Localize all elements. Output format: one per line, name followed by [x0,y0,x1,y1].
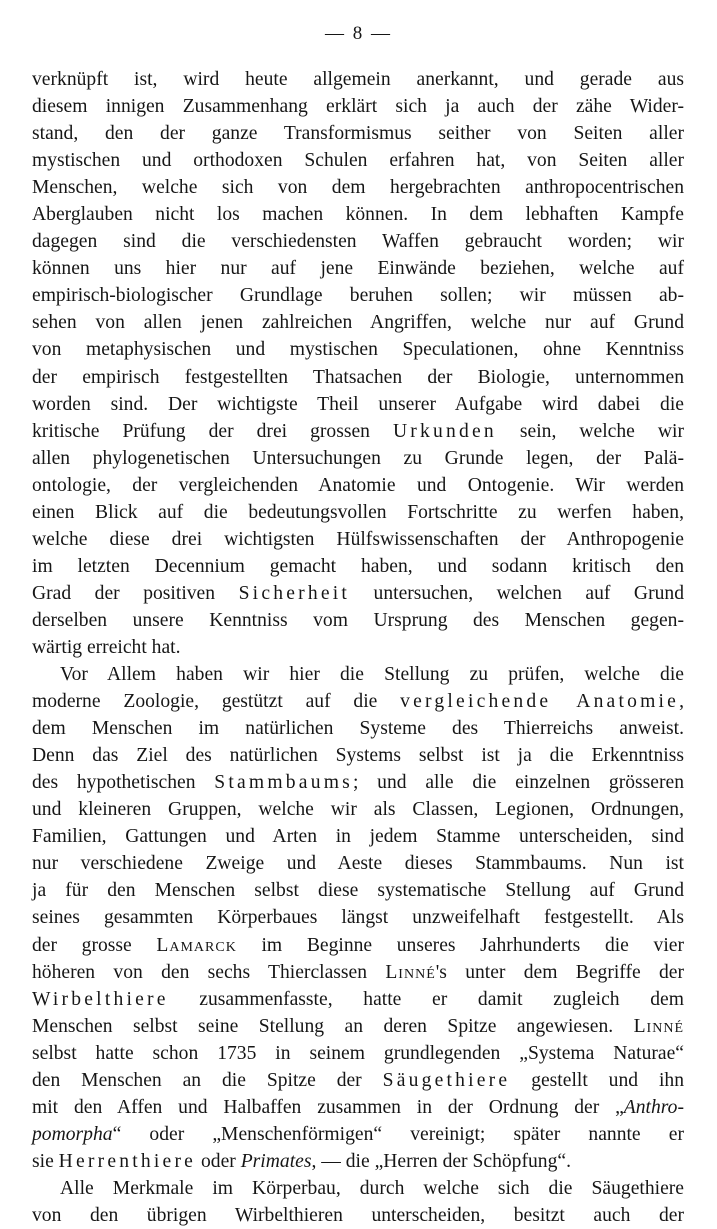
term-primates: Primates [240,1150,312,1172]
text-line: von metaphysischen und mystischen Speculationen, ohne Kenntniss [32,339,684,361]
text-line: dem Menschen im natürlichen Systeme des Thierreichs anweist. [32,718,684,740]
text-line: verknüpft ist, wird heute allgemein anerkannt, und gerade aus [32,69,684,90]
text-run: “ oder „Menschenförmigen“ vereinigt; später nannte er [112,1123,684,1145]
text-line [32,986,684,1013]
text-line: empirisch-biologischer Grundlage beruhen sollen; wir müssen ab- [32,285,684,307]
text-line: allen phylogenetischen Untersuchungen zu Grunde legen, der Palä- [32,447,684,469]
text-run: den Menschen an die Spitze der [32,1069,383,1091]
text-run: untersuchen, welchen auf Grund [350,582,684,604]
text-run: mit den Affen und Halbaffen zusammen in der Ordnung der „ [32,1096,624,1118]
text-line: im letzten Decennium gemacht haben, und sodann kritisch den [32,555,684,577]
text-line: einen Blick auf die bedeutungsvollen Fortschritte zu werfen haben, [32,501,684,523]
text-line [32,1121,684,1148]
text-line: dagegen sind die verschiedensten Waffen gebraucht worden; wir [32,231,684,253]
text-line: und kleineren Gruppen, welche wir als Classen, Legionen, Ordnungen, [32,799,684,821]
text-run: Grad der positiven [32,582,239,604]
text-line: nur verschiedene Zweige und Aeste dieses Stammbaums. Nun ist [32,853,684,875]
text-line [32,1013,684,1040]
name-linne: Linné [633,1015,684,1037]
text-run: im Beginne unseres Jahrhunderts die vier [236,934,684,956]
text-line: der empirisch festgestellten Thatsachen der Biologie, unternommen [32,366,684,388]
text-body [32,66,684,1229]
term-anthropomorpha: pomorpha [32,1123,113,1145]
text-line [32,769,684,796]
text-run: zusammenfasste, hatte er damit zugleich dem [168,988,684,1010]
text-run: kritische Prüfung der drei grossen [32,420,393,442]
page-number: — 8 — [325,23,392,44]
text-run: des hypothetischen [32,772,215,794]
text-run: sie [32,1150,59,1172]
text-line: mystischen und orthodoxen Schulen erfahren hat, von Seiten aller [32,150,684,172]
text-line [32,580,684,607]
text-line: ontologie, der vergleichenden Anatomie und Ontogenie. Wir werden [32,474,684,496]
text-line: Menschen, welche sich von dem hergebrachten anthropocentrischen [32,177,684,199]
text-line: Familien, Gattungen und Arten in jedem Stamme unterscheiden, sind [32,826,684,848]
text-run: , — die „Herren der Schöpfung“. [311,1150,571,1172]
paragraph-start-line: Alle Merkmale im Körperbau, durch welche sich die Säugethiere [60,1177,684,1199]
text-run: ; und alle die einzelnen grösseren [352,772,684,794]
text-run: der grosse [32,934,157,956]
name-linne: Linné [385,961,436,983]
text-line [32,1094,684,1121]
text-line: Denn das Ziel des natürlichen Systems selbst ist ja die Erkenntniss [32,745,684,767]
emphasis-wirbelthiere: Wirbelthiere [32,988,169,1010]
paragraph-end-line: wärtig erreicht hat. [32,636,181,658]
emphasis-vergleichende-anatomie: vergleichende Anatomie [400,691,680,713]
text-run: 's unter dem Begriffe der [435,961,684,983]
text-line: seines gesammten Körperbaues längst unzweifelhaft festgestellt. Als [32,907,684,929]
paragraph-start-line: Vor Allem haben wir hier die Stellung zu prüfen, welche die [60,664,684,686]
text-line: stand, den der ganze Transformismus seither von Seiten aller [32,123,684,145]
text-run: Menschen selbst seine Stellung an deren Spitze angewiesen. [32,1015,634,1037]
text-run: oder [196,1150,241,1172]
emphasis-stammbaums: Stammbaums [214,772,353,794]
text-line [32,418,684,445]
text-run: sein, welche wir [496,420,684,442]
text-line: Aberglauben nicht los machen können. In dem lebhaften Kampfe [32,204,684,226]
text-line: derselben unsere Kenntniss vom Ursprung des Menschen gegen- [32,609,684,631]
text-line: sehen von allen jenen zahlreichen Angriffen, welche nur auf Grund [32,312,684,334]
emphasis-sicherheit: Sicherheit [238,582,351,604]
text-run: gestellt und ihn [510,1069,684,1091]
text-line: ja für den Menschen selbst diese systematische Stellung auf Grund [32,880,684,902]
text-run: , [679,691,684,713]
emphasis-herrenthiere: Herrenthiere [58,1150,197,1172]
emphasis-saeugethiere: Säugethiere [382,1069,511,1091]
text-line: welche diese drei wichtigsten Hülfswissenschaften der Anthropogenie [32,528,684,550]
text-line: diesem innigen Zusammenhang erklärt sich ja auch der zähe Wider- [32,96,684,118]
text-line: selbst hatte schon 1735 in seinem grundlegenden „Systema Naturae“ [32,1042,684,1064]
term-anthropomorpha: Anthro- [623,1096,684,1118]
text-line [32,688,684,715]
text-line [32,932,684,959]
text-run: höheren von den sechs Thierclassen [32,961,386,983]
text-line [32,959,684,986]
text-line: können uns hier nur auf jene Einwände beziehen, welche auf [32,258,684,280]
text-line: von den übrigen Wirbelthieren unterscheiden, besitzt auch der [32,1204,684,1226]
text-line: worden sind. Der wichtigste Theil unserer Aufgabe wird dabei die [32,393,684,415]
name-lamarck: Lamarck [156,934,237,956]
text-line [32,1067,684,1094]
text-run: moderne Zoologie, gestützt auf die [32,691,401,713]
paragraph-end-line [32,1148,684,1175]
emphasis-urkunden: Urkunden [392,420,497,442]
